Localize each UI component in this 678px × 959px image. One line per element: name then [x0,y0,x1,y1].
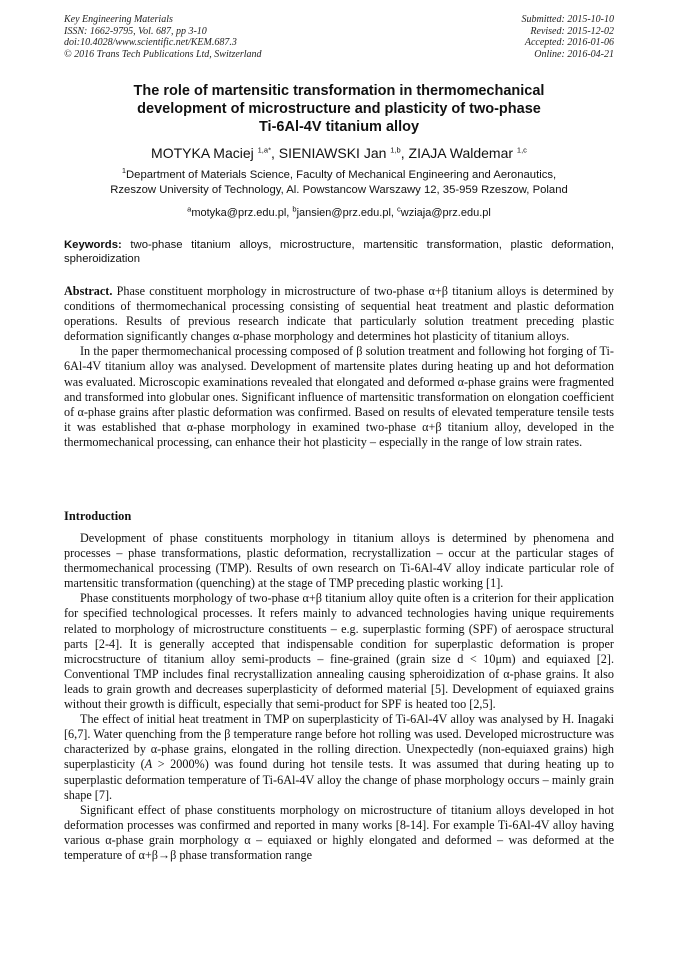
author-emails: $^a$motyka@prz.edu.pl, $^b$jansien@prz.edu.pl, $^c$wziaja@prz.edu.pl [187,204,491,219]
keywords-text: two-phase titanium alloys, microstructure, martensitic transformation, plastic deformation, spheroidization [64,239,615,265]
author-name: MOTYKA Maciej [151,145,254,161]
affiliation [64,168,614,198]
title-line: development of microstructure and plasticity of two-phase [137,101,541,117]
author-list: MOTYKA Maciej $^{1,a*}$, SIENIAWSKI Jan $^{1,b}$, ZIAJA Waldemar $^{1,c}$ [151,145,527,161]
author-name: SIENIAWSKI Jan [278,145,387,161]
doi-line: doi:10.4028/www.scientific.net/KEM.687.3 [64,37,237,48]
author-marker: 1,c [516,145,527,155]
email-marker: b [292,204,297,214]
author-marker: 1,b [390,145,401,155]
abstract [64,284,614,450]
abstract-label: Abstract. [64,284,113,298]
body-paragraph: Phase constituents morphology of two-phase α+β titanium alloy quite often is a criterion for their application for specified technological processes. It refers mainly to advanced technologies having unique requirements related to morphology of microstructure constituents – e.g. superplastic forming (SPF) of aerospace structural parts [2-4]. It is generally accepted that indispensable condition for superplastic deformation is proper microcstructure of titanium alloy semi-products – fine-grained (grain size d < 10μm) and equiaxed [2]. Conventional TMP includes final recrystallization annealing causing spheroidization of α-phase grains. It also leads to grain growth and decreases superplasticity of deformed material [5]. Development of equiaxed grains without their growth is difficult, especially that semi-product for SPF is heated too [2,5]. [64,591,614,712]
author-marker: 1,a* [257,145,271,155]
introduction-body [64,531,614,863]
abstract-paragraph: In the paper thermomechanical processing composed of β solution treatment and following hot forging of Ti-6Al-4V titanium alloy was analysed. Development of martensite plates during heating up and hot deformation was evaluated. Microscopic examinations revealed that elongated and deformed α-phase grains were fragmented and transformed into globular ones. Significant influence of martensitic transformation on elongation coefficient of α-phase grains after plastic deformation was confirmed. Based on results of elevated temperature tensile tests it was established that α-phase morphology in examined two-phase α+β titanium alloy, developed in the thermomechanical processing, can enhance their hot plasticity – especially in the range of low strain rates. [64,344,614,449]
journal-info [64,14,262,60]
email-address[interactable]: motyka@prz.edu.pl [191,207,287,219]
publication-dates [522,14,615,60]
accepted-date: Accepted: 2016-01-06 [524,37,614,48]
keywords-label: Keywords: [64,239,122,251]
affiliation-line: Rzeszow University of Technology, Al. Powstancow Warszawy 12, 35-959 Rzeszow, Poland [110,184,568,196]
email-address[interactable]: jansien@prz.edu.pl [296,207,391,219]
author-name: ZIAJA Waldemar [408,145,514,161]
title-line: The role of martensitic transformation in thermomechanical [133,83,545,99]
body-paragraph: Significant effect of phase constituents morphology on microstructure of titanium alloys developed in hot deformation processes was confirmed and reported in many works [8-14]. For example Ti-6Al-4V alloy having various α-phase grain morphology α – equiaxed or highly elongated and deformed – was deformed at the temperature of α+β→β phase transformation range [64,802,614,862]
email-marker: a [187,204,192,214]
issn-line: ISSN: 1662-9795, Vol. 687, pp 3-10 [64,25,207,37]
title-line: Ti-6Al-4V titanium alloy [258,119,420,135]
online-date: Online: 2016-04-21 [534,48,614,60]
keywords [64,238,614,266]
email-marker: c [397,204,401,214]
article-title [64,82,614,136]
abstract-paragraph: Abstract. Phase constituent morphology in microstructure of two-phase α+β titanium alloys is determined by conditions of thermomechanical processing consisting of sequential heat treatment and plastic deformation operations. Results of previous research indicate that particularly solution treatment preceding plastic deformation significantly changes α-phase morphology and determines hot plasticity of titanium alloys. [64,284,614,344]
submitted-date: Submitted: 2015-10-10 [521,14,614,25]
email-address[interactable]: wziaja@prz.edu.pl [400,207,491,219]
body-paragraph: Development of phase constituents morphology in titanium alloys is determined by phenomena and processes – phase transformations, plastic deformation, recrystallization – occur at the particular stages of thermomechanical processing (TMP). Results of own research on Ti-6Al-4V alloy indicate particular role of martensitic transformation (quenching) at the stage of TMP preceding plastic working [1]. [64,531,614,591]
affiliation-line: $^1$Department of Materials Science, Faculty of Mechanical Engineering and Aeronautics, [121,166,557,181]
section-heading-introduction: Introduction [64,509,132,523]
revised-date: Revised: 2015-12-02 [530,25,614,37]
journal-name: Key Engineering Materials [64,14,173,25]
body-paragraph: The effect of initial heat treatment in TMP on superplasticity of Ti-6Al-4V alloy was analysed by H. Inagaki [6,7]. Water quenching from the β temperature range before hot rolling was used. Developed microstructure was characterized by α-phase grains, elongated in the rolling direction. Unexpectedly (non-equiaxed grains) high superplasticity (A > 2000%) was found during hot tensile tests. It was assumed that during heating up to superplastic deformation temperature of Ti-6Al-4V alloy the change of phase morphology occurs – mainly grain shape [7]. [64,712,614,802]
affiliation-marker: 1 [121,166,127,176]
copyright-line: © 2016 Trans Tech Publications Ltd, Switzerland [64,48,262,60]
